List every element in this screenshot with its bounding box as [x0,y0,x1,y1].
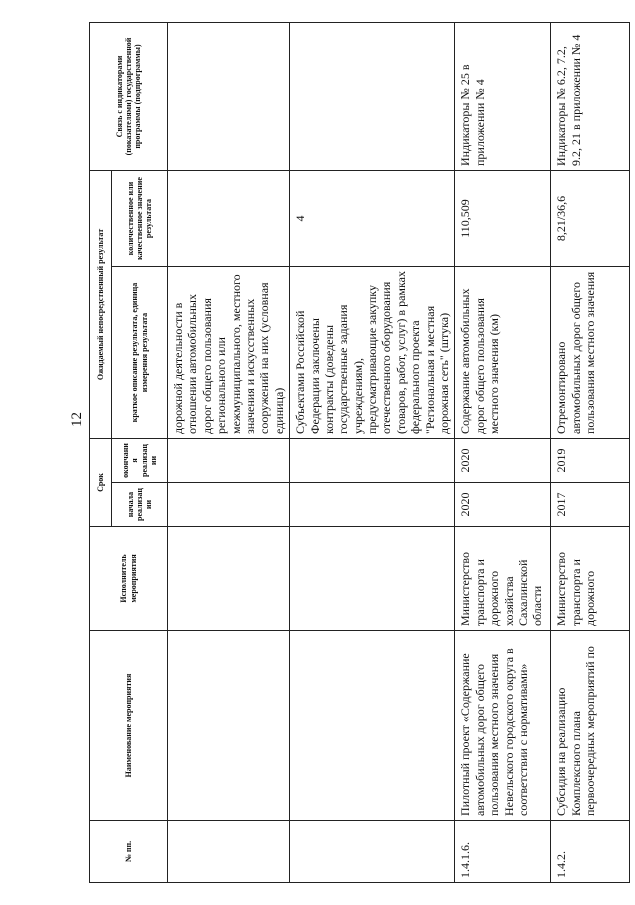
cell-link [290,23,455,171]
header-term: Срок [90,439,112,527]
cell-executor: Министерство транспорта и дорожного хозяйства Сахалинской области [455,527,551,631]
cell-start [168,483,290,527]
cell-link: Индикаторы № 25 в приложении № 4 [455,23,551,171]
cell-start [290,483,455,527]
measures-table [89,22,630,883]
table-row [455,23,551,883]
header-name: Наименование мероприятия [90,631,168,821]
page-number: 12 [69,412,85,427]
cell-end: 2019 [551,439,630,483]
header-term-start: начала реализации [112,483,168,527]
rotated-table-page [89,23,627,883]
cell-result-desc: дорожной деятельности в отношении автомобильных дорог общего пользования регионального или межмуниципального, местного значения и искусственных сооружений на них (условная единица) [168,267,290,439]
cell-name: Субсидия на реализацию Комплексного плана первоочередных мероприятий по [551,631,630,821]
cell-link [168,23,290,171]
cell-link: Индикаторы № 6.2, 7.2, 9.2, 21 в приложении № 4 [551,23,630,171]
header-link: Связь с индикаторами (показателями) государственной программы (подпрограммы) [90,23,168,171]
cell-end [290,439,455,483]
cell-end [168,439,290,483]
header-result-desc: краткое описание результата, единица измерения результата [112,267,168,439]
header-row-1 [90,23,112,883]
cell-num [168,821,290,883]
cell-name: Пилотный проект «Содержание автомобильных дорог общего пользования местного значения Невельского городского округа в соответствии с нормативами» [455,631,551,821]
table-row [551,23,630,883]
header-result: Ожидаемый непосредственный результат [90,171,112,439]
cell-executor: Министерство транспорта и дорожного [551,527,630,631]
cell-executor [168,527,290,631]
cell-executor [290,527,455,631]
cell-result-desc: Содержание автомобильных дорог общего пользования местного значения (км) [455,267,551,439]
cell-start: 2017 [551,483,630,527]
header-executor: Исполнитель мероприятия [90,527,168,631]
cell-start: 2020 [455,483,551,527]
header-term-end: окончания реализации [112,439,168,483]
cell-name [168,631,290,821]
table-row [290,23,455,883]
cell-num [290,821,455,883]
cell-result-value: 4 [290,171,455,267]
cell-result-value: 8,21/36,6 [551,171,630,267]
cell-num: 1.4.2. [551,821,630,883]
cell-result-value: 110,509 [455,171,551,267]
cell-name [290,631,455,821]
cell-result-value [168,171,290,267]
cell-result-desc: Отремонтировано автомобильных дорог общего пользования местного значения [551,267,630,439]
header-result-value: количественное или качественное значение результата [112,171,168,267]
cell-end: 2020 [455,439,551,483]
cell-result-desc: Субъектами Российской Федерации заключены контракты (доведены государственные задания учреждениям), предусматривающие закупку отечественного оборудования (товаров, работ, услуг) в рамках федерального проекта "Региональная и местная дорожная сеть" (штука) [290,267,455,439]
cell-num: 1.4.1.6. [455,821,551,883]
table-row [168,23,290,883]
header-num: № пп. [90,821,168,883]
